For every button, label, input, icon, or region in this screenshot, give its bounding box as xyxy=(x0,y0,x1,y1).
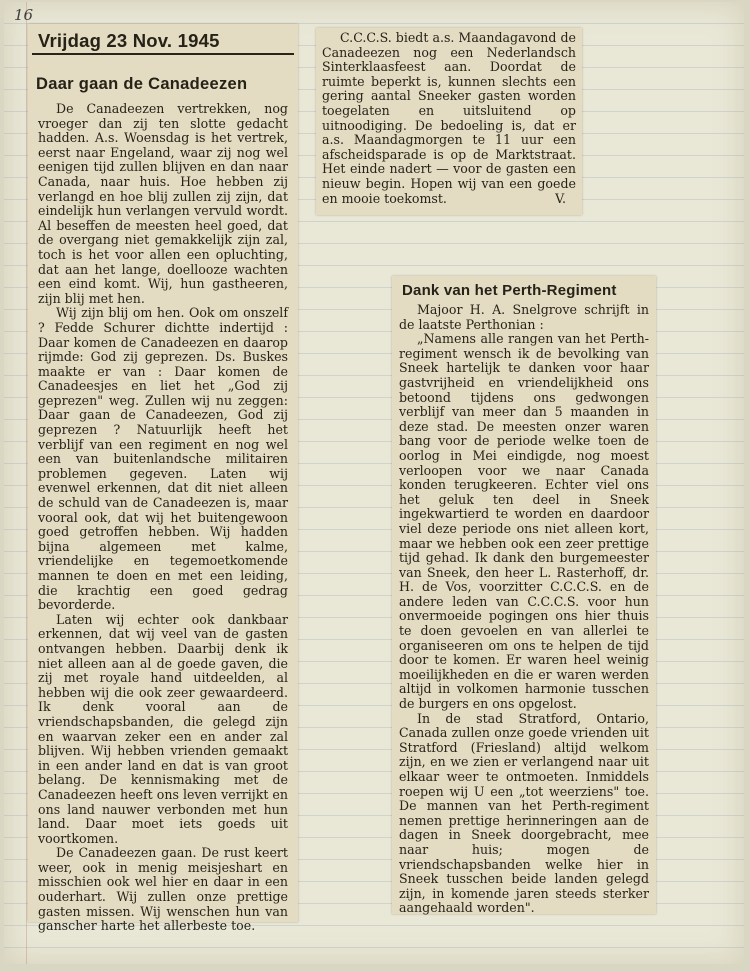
paragraph: De Canadeezen gaan. De rust keert weer, ook in menig meisjeshart en misschien ook wel hier en daar in een ouderhart. Wij zullen onze prettige gasten missen. Wij wenschen hun van ganscher harte het allerbeste toe. xyxy=(38,845,288,934)
newspaper-clipping-perth-regiment xyxy=(392,276,656,914)
signature: V. xyxy=(555,190,566,206)
margin-line xyxy=(26,2,27,964)
headline: Daar gaan de Canadeezen xyxy=(36,75,248,93)
article-body xyxy=(320,31,578,206)
paragraph: Laten wij echter ook dankbaar erkennen, dat wij veel van de gasten ontvangen hebben. Daarbij denk ik niet alleen aan al de goede gaven, die zij met royale hand uitdeelden, al hebben wij die ook zeer gewaardeerd. Ik denk vooral aan de vriendschapsbanden, die gelegd zijn en waarvan zeker een en ander zal blijven. Wij hebben vrienden gemaakt in een ander land en dat is van groot belang. De kennismaking met de Canadeezen heeft ons leven verrijkt en ons land nauwer verbonden met hun land. Daar moet iets goeds uit voortkomen. xyxy=(38,611,288,846)
paragraph: In de stad Stratford, Ontario, Canada zullen onze goede vrienden uit Stratford (Friesland) altijd welkom zijn, en we zien er verlangend naar uit elkaar weer te ontmoeten. Inmiddels roepen wij U een „tot weerziens" toe. De mannen van het Perth-regiment nemen prettige herinneringen aan de dagen in Sneek doorgebracht, mee naar huis; mogen de vriendschapsbanden welke hier in Sneek tusschen beide landen gelegd zijn, in komende jaren steeds sterker aangehaald worden". xyxy=(399,710,649,916)
headline: Dank van het Perth-Regiment xyxy=(402,282,617,299)
paragraph: C.C.C.S. biedt a.s. Maandagavond de Canadeezen nog een Nederlandsch Sinterklaasfeest aan. Doordat de ruimte beperkt is, kunnen slechts een gering aantal Sneeker gasten worden toegelaten en uitsluitend op uitnoodiging. De bedoeling is, dat er a.s. Maandagmorgen te 11 uur een afscheidsparade is op de Marktstraat. Het einde nadert — voor de gasten een nieuw begin. Hopen wij van een goede en mooie toekomst. xyxy=(322,30,576,206)
dateline: Vrijdag 23 Nov. 1945 xyxy=(32,24,294,55)
paragraph: De Canadeezen vertrekken, nog vroeger dan zij ten slotte gedacht hadden. A.s. Woensdag is het vertrek, eerst naar Engeland, waar zij nog wel eenigen tijd zullen blijven en dan naar Canada, naar huis. Hoe hebben zij verlangd en hoe blij zullen zij zijn, dat eindelijk hun verlangen vervuld wordt. Al beseffen de meesten heel goed, dat de overgang niet gemakkelijk zijn zal, toch is het voor allen een opluchting, dat aan het lange, doellooze wachten een eind komt. Wij, hun gastheeren, zijn blij met hen. xyxy=(38,101,288,306)
newspaper-clipping-canadeezen xyxy=(28,24,298,934)
newspaper-clipping-sinterklaas xyxy=(316,28,582,215)
article-body xyxy=(32,102,294,934)
paragraph: Wij zijn blij om hen. Ook om onszelf ? Fedde Schurer dichtte indertijd : Daar komen de Canadeezen en daarop rijmde: God zij geprezen. Ds. Buskes maakte er van : Daar komen de Canadeesjes en liet het „God zij geprezen" weg. Zullen wij nu zeggen: Daar gaan de Canadeezen, God zij geprezen ? Natuurlijk heeft het verblijf van een regiment en nog wel een van buitenlandsche militairen problemen gegeven. Laten wij evenwel erkennen, dat dit niet alleen de schuld van de Canadeezen is, maar vooral ook, dat wij het buitengewoon goed getroffen hebben. Wij hadden bijna algemeen met kalme, vriendelijke en tegemoetkomende mannen te doen en met een leiding, die krachtig een goed gedrag bevorderde. xyxy=(38,305,288,613)
paragraph: „Namens alle rangen van het Perth-regiment wensch ik de bevolking van Sneek hartelijk te danken voor haar gastvrijheid en vriendelijkheid ons betoond tijdens ons gedwongen verblijf van meer dan 5 maanden in deze stad. De meesten onzer waren bang voor de periode welke toen de oorlog in Mei eindigde, nog moest verloopen voor we naar Canada konden terugkeeren. Echter viel ons het geluk ten deel in Sneek ingekwartierd te worden en daardoor viel deze periode ons niet alleen kort, maar we hebben ook een zeer prettige tijd gehad. Ik dank den burgemeester van Sneek, den heer L. Rasterhoff, dr. H. de Vos, voorzitter C.C.C.S. en de andere leden van C.C.C.S. voor hun onvermoeide pogingen ons hier thuis te doen gevoelen en van allerlei te organiseeren om ons te helpen de tijd door te komen. Er waren heel weinig moeilijkheden en die er waren werden altijd in volkomen harmonie tusschen de burgers en ons opgelost. xyxy=(399,331,649,712)
article-body xyxy=(396,303,652,916)
intro: Majoor H. A. Snelgrove schrijft in de laatste Perthonian : xyxy=(399,302,649,332)
page-number: 16 xyxy=(14,6,34,24)
